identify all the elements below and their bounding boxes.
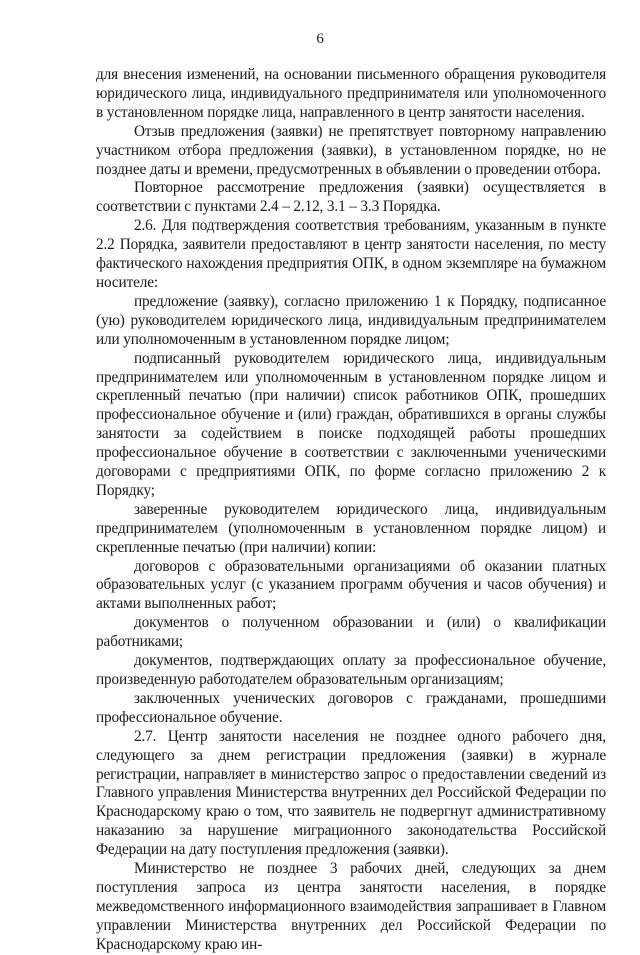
paragraph: заключенных ученических договоров с гражданами, прошедшими профессиональное обучение. [96,689,606,726]
paragraph: Отзыв предложения (заявки) не препятствует повторному направлению участником отбора предложения (заявки), в установленном порядке, но не позднее даты и времени, предусмотренных в объявлении о проведении отбора. [96,122,606,178]
page-number: 6 [316,31,324,47]
paragraph: 2.7. Центр занятости населения не позднее одного рабочего дня, следующего за днем регистрации предложения (заявки) в журнале регистрации, направляет в министерство запрос о предоставлении сведений из Главного управления Министерства внутренних дел Российской Федерации по Краснодарскому краю о том, что заявитель не подвергнут административному наказанию за нарушение миграционного законодательства Российской Федерации на дату поступления предложения (заявки). [96,727,606,859]
paragraph: документов, подтверждающих оплату за профессиональное обучение, произведенную работодателем образовательным организациям; [96,652,606,688]
paragraph: предложение (заявку), согласно приложению 1 к Порядку, подписанное (ую) руководителем юридического лица, индивидуальным предпринимателем или уполномоченным в установленном порядке лицом; [96,292,606,348]
paragraph: для внесения изменений, на основании письменного обращения руководителя юридического лица, индивидуального предпринимателя или уполномоченного в установленном порядке лица, направленного в центр занятости населения. [96,66,606,121]
paragraph: Повторное рассмотрение предложения (заявки) осуществляется в соответствии с пунктами 2.4 – 2.12, 3.1 – 3.3 Порядка. [96,179,606,216]
paragraph: заверенные руководителем юридического лица, индивидуальным предпринимателем (уполномоченным в установленном порядке лицом) и скрепленные печатью (при наличии) копии: [96,500,606,556]
paragraph: 2.6. Для подтверждения соответствия требованиям, указанным в пункте 2.2 Порядка, заявители предоставляют в центр занятости населения, по месту фактического нахождения предприятия ОПК, в одном экземпляре на бумажном носителе: [96,217,606,291]
paragraph: документов о полученном образовании и (или) о квалификации работниками; [96,614,606,651]
paragraph: подписанный руководителем юридического лица, индивидуальным предпринимателем или уполномоченным в установленном порядке лицом и скрепленный печатью (при наличии) список работников ОПК, прошедших профессиональное обучение и (или) граждан, обратившихся в органы службы занятости за содействием в поиске подходящей работы прошедших профессиональное обучение в соответствии с заключенными ученическими договорами с предприятиями ОПК, по форме согласно приложению 2 к Порядку; [96,349,606,499]
paragraph: договоров с образовательными организациями об оказании платных образовательных услуг (с указанием программ обучения и часов обучения) и актами выполненных работ; [96,557,606,613]
document-body [96,66,606,955]
paragraph: Министерство не позднее 3 рабочих дней, следующих за днем поступления запроса из центра занятости населения, в порядке межведомственного информационного взаимодействия запрашивает в Главном управлении Министерства внутренних дел Российской Федерации по Краснодарскому краю ин- [96,860,606,953]
